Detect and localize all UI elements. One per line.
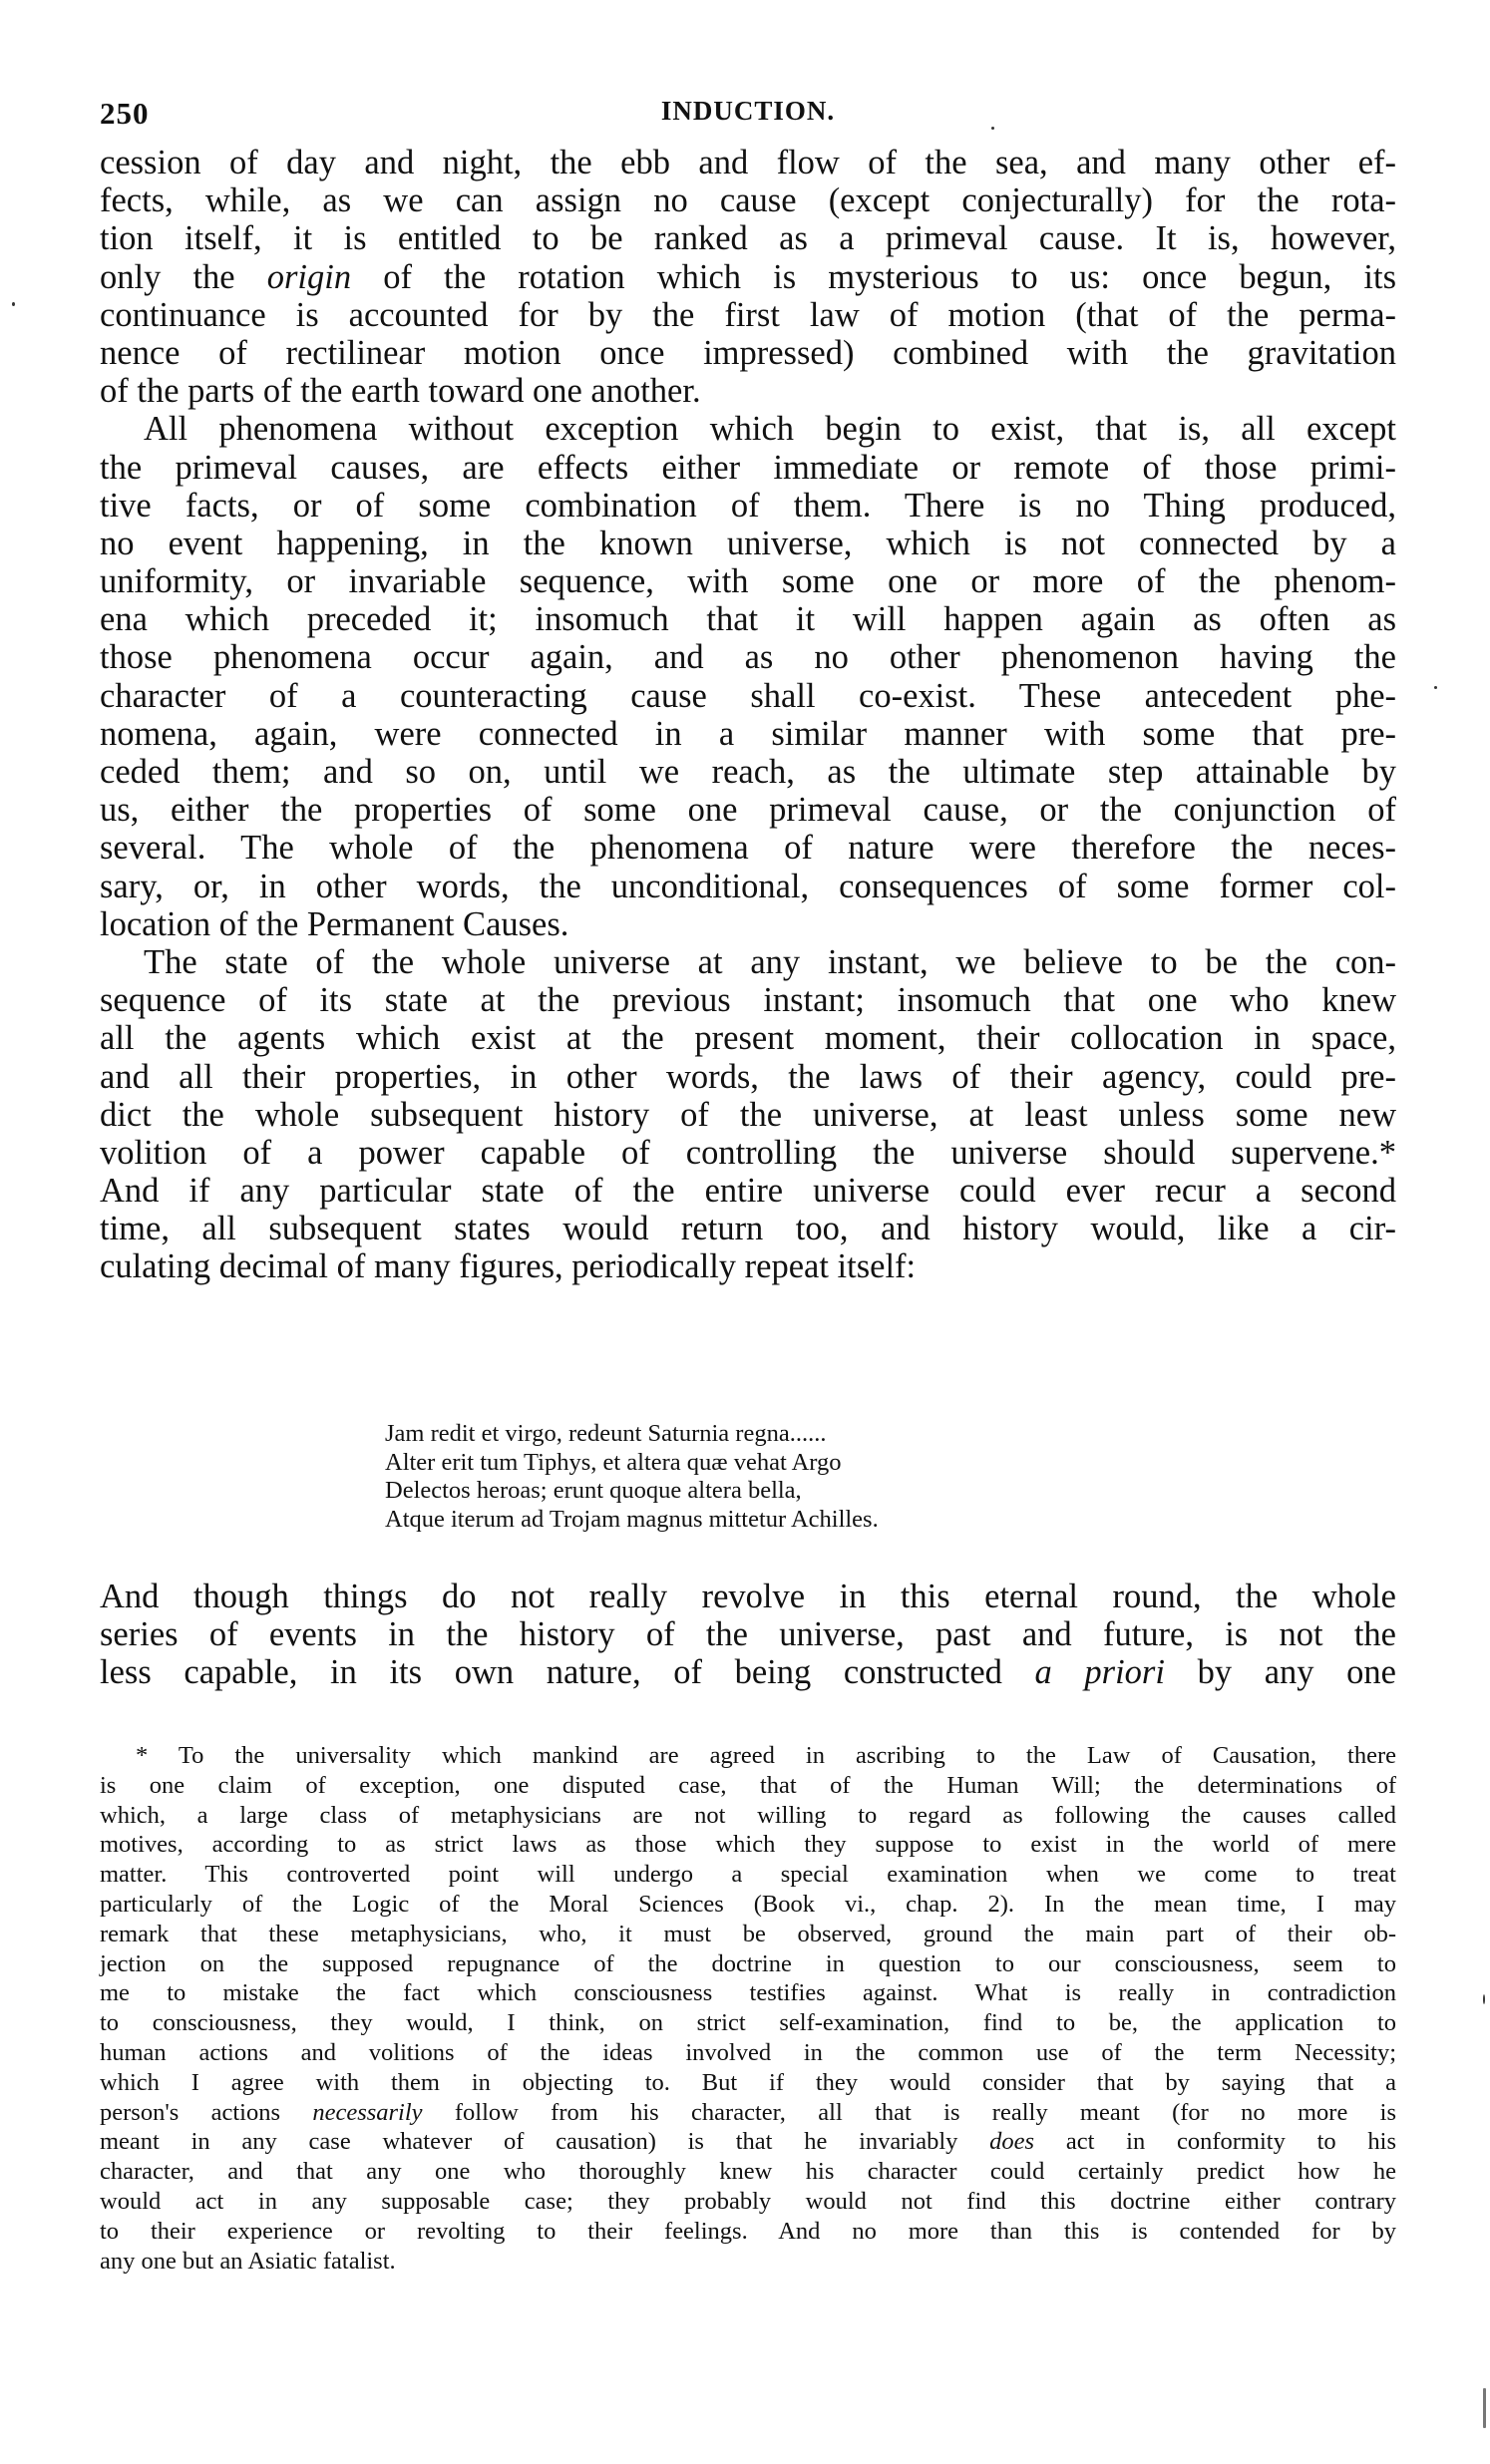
footnote-line: to consciousness, they would, I think, on strict self-examination, find to be, the application to xyxy=(100,2009,1396,2037)
text-line: us, either the properties of some one primeval cause, or the conjunction of xyxy=(100,791,1396,830)
text-line: uniformity, or invariable sequence, with some one or more of the phenom- xyxy=(100,562,1396,601)
text-line: character of a counteracting cause shall co-exist. These antecedent phe- xyxy=(100,676,1396,715)
text-run: only the xyxy=(100,257,267,296)
text-line: cession of day and night, the ebb and flow of the sea, and many other ef- xyxy=(100,144,1396,181)
text-line: And if any particular state of the entire universe could ever recur a second xyxy=(100,1172,1396,1211)
text-line: All phenomena without exception which begin to exist, that is, all except xyxy=(144,410,1396,449)
verse-line: Atque iterum ad Trojam magnus mittetur Achilles. xyxy=(385,1505,879,1533)
text-line: fects, while, as we can assign no cause (except conjecturally) for the rota- xyxy=(100,181,1396,220)
footnote-line xyxy=(100,2127,1396,2157)
text-line: all the agents which exist at the present moment, their collocation in space, xyxy=(100,1019,1396,1058)
scan-speck xyxy=(1434,686,1437,689)
paragraph-1 xyxy=(100,144,1396,410)
text-line: tive facts, or of some combination of them. There is no Thing produced, xyxy=(100,486,1396,525)
text-line: dict the whole subsequent history of the universe, at least unless some new xyxy=(100,1095,1396,1134)
footnote xyxy=(100,1741,1396,2276)
emphasis-a-priori: a priori xyxy=(1034,1653,1165,1692)
footnote-line: motives, according to as strict laws as those which they suppose to exist in the world of mere xyxy=(100,1831,1396,1859)
text-line: And though things do not really revolve in this eternal round, the whole xyxy=(100,1578,1396,1615)
page-number: 250 xyxy=(100,96,150,131)
footnote-line: human actions and volitions of the ideas involved in the common use of the term Necessity; xyxy=(100,2038,1396,2066)
emphasis-origin: origin xyxy=(266,257,352,296)
footnote-line: me to mistake the fact which consciousness testifies against. What is really in contradiction xyxy=(100,1979,1396,2007)
footnote-line: which I agree with them in objecting to. But if they would consider that by saying that a xyxy=(100,2068,1396,2096)
text-run: act in conformity to his xyxy=(1034,2128,1396,2156)
text-line: volition of a power capable of controlling the universe should supervene.* xyxy=(100,1133,1396,1172)
footnote-line: jection on the supposed repugnance of the doctrine in question to our consciousness, seem to xyxy=(100,1949,1396,1977)
text-line: no event happening, in the known universe, which is not connected by a xyxy=(100,524,1396,562)
text-line: those phenomena occur again, and as no other phenomenon having the xyxy=(100,638,1396,677)
verse-quotation xyxy=(385,1420,879,1534)
footnote-line: is one claim of exception, one disputed case, that of the Human Will; the determinations of xyxy=(100,1771,1396,1799)
verse-line: Jam redit et virgo, redeunt Saturnia regna...... xyxy=(385,1420,827,1447)
footnote-line: character, and that any one who thoroughly knew his character could certainly predict how he xyxy=(100,2158,1396,2186)
footnote-line: which, a large class of metaphysicians are not willing to regard as following the causes called xyxy=(100,1801,1396,1829)
text-line: tion itself, it is entitled to be ranked as a primeval cause. It is, however, xyxy=(100,219,1396,258)
text-line: ceded them; and so on, until we reach, as the ultimate step attainable by xyxy=(100,753,1396,791)
footnote-line: would act in any supposable case; they probably would not find this doctrine either contrary xyxy=(100,2187,1396,2215)
scan-speck xyxy=(991,127,994,130)
text-line: several. The whole of the phenomena of nature were therefore the neces- xyxy=(100,829,1396,868)
paragraph-3 xyxy=(100,943,1396,1286)
scan-speck xyxy=(12,302,15,306)
text-line: sary, or, in other words, the unconditional, consequences of some former col- xyxy=(100,867,1396,905)
verse-line: Alter erit tum Tiphys, et altera quæ vehat Argo xyxy=(385,1448,842,1476)
text-line: continuance is accounted for by the first law of motion (that of the perma- xyxy=(100,295,1396,334)
emphasis-necessarily: necessarily xyxy=(312,2098,423,2126)
text-run: less capable, in its own nature, of being constructed xyxy=(100,1653,1035,1692)
footnote-line: matter. This controverted point will undergo a special examination when we come to treat xyxy=(100,1861,1396,1889)
page-header xyxy=(100,96,1396,136)
footnote-line xyxy=(100,2098,1396,2128)
text-line: and all their properties, in other words, the laws of their agency, could pre- xyxy=(100,1057,1396,1096)
text-run: follow from his character, all that is really meant (for no more is xyxy=(422,2098,1396,2126)
footnote-line: to their experience or revolting to their feelings. And no more than this is contended for by xyxy=(100,2217,1396,2245)
text-line: time, all subsequent states would return too, and history would, like a cir- xyxy=(100,1210,1396,1248)
footnote-line: particularly of the Logic of the Moral Sciences (Book vi., chap. 2). In the mean time, I may xyxy=(100,1890,1396,1918)
text-run: by any one xyxy=(1164,1653,1396,1692)
text-line: nomena, again, were connected in a similar manner with some that pre- xyxy=(100,714,1396,753)
text-line: of the parts of the earth toward one another. xyxy=(100,372,701,411)
text-line: ena which preceded it; insomuch that it will happen again as often as xyxy=(100,600,1396,639)
text-line: sequence of its state at the previous instant; insomuch that one who knew xyxy=(100,981,1396,1020)
text-line xyxy=(100,1653,1396,1691)
verse-line: Delectos heroas; erunt quoque altera bella, xyxy=(385,1477,802,1504)
text-line: location of the Permanent Causes. xyxy=(100,904,569,943)
scan-speck xyxy=(1483,2388,1486,2428)
footnote-line: * To the universality which mankind are agreed in ascribing to the Law of Causation, there xyxy=(136,1742,1396,1769)
text-line: the primeval causes, are effects either immediate or remote of those primi- xyxy=(100,448,1396,487)
footnote-line: any one but an Asiatic fatalist. xyxy=(100,2247,396,2275)
emphasis-does: does xyxy=(989,2128,1035,2156)
footnote-line: remark that these metaphysicians, who, it must be observed, ground the main part of their ob- xyxy=(100,1920,1396,1947)
text-line: The state of the whole universe at any instant, we believe to be the con- xyxy=(144,942,1396,981)
text-run: meant in any case whatever of causation) is that he invariably xyxy=(100,2128,990,2156)
text-run: of the rotation which is mysterious to us: once begun, its xyxy=(351,257,1397,296)
text-line: series of events in the history of the universe, past and future, is not the xyxy=(100,1615,1396,1654)
running-title: INDUCTION. xyxy=(660,96,836,126)
main-text xyxy=(100,144,1396,1286)
scan-speck xyxy=(1483,1994,1485,2004)
text-line: culating decimal of many figures, periodically repeat itself: xyxy=(100,1247,917,1286)
text-line: nence of rectilinear motion once impressed) combined with the gravitation xyxy=(100,333,1396,372)
paragraph-2 xyxy=(100,410,1396,943)
paragraph-4 xyxy=(100,1578,1396,1692)
text-run: person's actions xyxy=(100,2098,313,2126)
text-line xyxy=(100,258,1396,296)
